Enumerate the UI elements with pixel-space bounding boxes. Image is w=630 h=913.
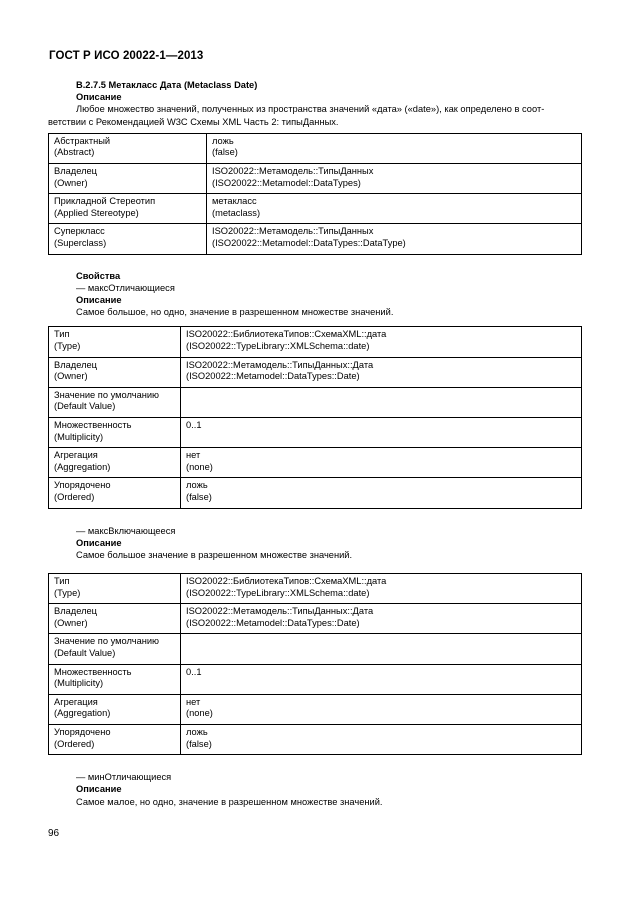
table-row	[49, 694, 582, 724]
property-value: ложь	[186, 480, 208, 491]
property-key-english: (Multiplicity)	[54, 678, 104, 689]
property-key-english: (Default Value)	[54, 648, 116, 659]
property-key: Владелец	[54, 359, 98, 370]
property-value-english: (ISO20022::TypeLibrary::XMLSchema::date)	[186, 587, 370, 598]
property-value-english: (false)	[186, 491, 212, 502]
property-key: Агрегация	[54, 696, 98, 707]
property-table-2	[48, 573, 582, 755]
property-key: Абстрактный	[54, 135, 111, 146]
property-value-english: (false)	[186, 738, 212, 749]
property-key-english: (Type)	[54, 587, 81, 598]
property-key-english: (Aggregation)	[54, 708, 111, 719]
property-value-cell	[181, 478, 582, 508]
property-key: Владелец	[54, 606, 98, 617]
property-key-cell	[49, 194, 207, 224]
table-row	[49, 448, 582, 478]
page-content	[48, 79, 582, 808]
property-value: 0..1	[186, 419, 202, 430]
property-key-cell	[49, 417, 181, 447]
property-key-cell	[49, 448, 181, 478]
property-value-english	[186, 401, 577, 413]
property-key-cell	[49, 664, 181, 694]
property-key-english: (Owner)	[54, 177, 88, 188]
property-description-1: Самое большое, но одно, значение в разрешенном множестве значений.	[76, 307, 394, 318]
property-value: ISO20022::БиблиотекаТипов::СхемаXML::дата	[186, 576, 387, 587]
property-key-english: (Default Value)	[54, 401, 116, 412]
property-key-cell	[49, 357, 181, 387]
property-value-cell	[181, 604, 582, 634]
table-row	[49, 478, 582, 508]
property-name-2: — максВключающееся	[76, 525, 176, 536]
property-key-english: (Owner)	[54, 617, 88, 628]
property-key: Суперкласс	[54, 226, 105, 237]
property-value: ISO20022::БиблиотекаТипов::СхемаXML::дата	[186, 329, 387, 340]
property-value-english: (none)	[186, 708, 213, 719]
property-key-english: (Ordered)	[54, 491, 95, 502]
property-key-english: (Ordered)	[54, 738, 95, 749]
metaclass-table	[48, 133, 582, 255]
property-value-english: (false)	[212, 147, 238, 158]
property-value-english: (ISO20022::Metamodel::DataTypes::Date)	[186, 617, 360, 628]
property-key-cell	[49, 574, 181, 604]
property-value-english	[186, 432, 577, 444]
property-value-cell	[181, 664, 582, 694]
document-header: ГОСТ Р ИСО 20022-1—2013	[49, 50, 204, 62]
property-value-english: (ISO20022::Metamodel::DataTypes)	[212, 177, 361, 188]
property-key: Владелец	[54, 166, 98, 176]
table-row	[49, 164, 582, 194]
section-title: B.2.7.5 Метакласс Дата (Metaclass Date)	[76, 80, 258, 90]
property-value-cell	[207, 224, 582, 254]
property-key: Прикладной Стереотип	[54, 196, 156, 207]
table-row	[49, 604, 582, 634]
property-value: метакласс	[212, 196, 257, 207]
property-description-2: Самое большое значение в разрешенном множестве значений.	[76, 549, 353, 560]
property-value-cell	[181, 387, 582, 417]
property-value-cell	[181, 574, 582, 604]
property-key: Упорядочено	[54, 480, 111, 491]
property-description-label-2: Описание	[76, 537, 122, 548]
table-row	[49, 574, 582, 604]
table-row	[49, 417, 582, 447]
property-description-label-1: Описание	[76, 294, 122, 305]
property-key: Упорядочено	[54, 727, 111, 738]
property-key-cell	[49, 133, 207, 163]
property-value-cell	[207, 133, 582, 163]
property-description-label-3: Описание	[76, 784, 122, 795]
property-key-cell	[49, 604, 181, 634]
property-value: ложь	[212, 135, 234, 146]
property-value: 0..1	[186, 666, 202, 677]
property-value: нет	[186, 450, 201, 461]
property-value-cell	[181, 725, 582, 755]
property-key-cell	[49, 725, 181, 755]
property-value: ISO20022::Метамодель::ТипыДанных::Дата	[186, 359, 374, 370]
description-label: Описание	[76, 92, 122, 103]
property-value-cell	[207, 194, 582, 224]
property-key-cell	[49, 164, 207, 194]
property-key-cell	[49, 224, 207, 254]
property-key-english: (Type)	[54, 340, 81, 351]
property-key: Значение по умолчанию	[54, 636, 160, 647]
table-row	[49, 725, 582, 755]
property-key-cell	[49, 387, 181, 417]
table-row	[49, 634, 582, 664]
property-name-3: — минОтличающиеся	[76, 772, 172, 783]
property-key: Значение по умолчанию	[54, 389, 160, 400]
property-value-cell	[181, 448, 582, 478]
property-value-english: (metaclass)	[212, 207, 261, 218]
table-row	[49, 327, 582, 357]
property-value-cell	[207, 164, 582, 194]
property-value-english	[186, 678, 577, 690]
table-row	[49, 664, 582, 694]
table-row	[49, 194, 582, 224]
property-value-cell	[181, 327, 582, 357]
property-value: ISO20022::Метамодель::ТипыДанных	[212, 226, 374, 237]
table-row	[49, 133, 582, 163]
property-value-cell	[181, 694, 582, 724]
property-name-1: — максОтличающиеся	[76, 282, 175, 293]
property-key-english: (Aggregation)	[54, 461, 111, 472]
description-line-2: ветствии с Рекомендацией W3C Схемы XML Часть 2: типыДанных.	[48, 116, 339, 127]
property-value: ложь	[186, 727, 208, 738]
property-key-cell	[49, 694, 181, 724]
property-value	[186, 390, 577, 402]
property-value-english: (ISO20022::Metamodel::DataTypes::DataType)	[212, 237, 406, 248]
property-table-1	[48, 326, 582, 508]
property-value: нет	[186, 696, 201, 707]
page-number: 96	[48, 828, 60, 839]
property-key-english: (Applied Stereotype)	[54, 207, 139, 218]
property-key: Тип	[54, 329, 70, 340]
properties-label: Свойства	[76, 270, 121, 281]
property-key-cell	[49, 634, 181, 664]
property-key-english: (Multiplicity)	[54, 431, 104, 442]
property-value: ISO20022::Метамодель::ТипыДанных	[212, 166, 374, 176]
property-key: Агрегация	[54, 450, 98, 461]
property-value-english: (ISO20022::TypeLibrary::XMLSchema::date)	[186, 340, 370, 351]
property-value-english: (none)	[186, 461, 213, 472]
table-row	[49, 224, 582, 254]
property-key-english: (Abstract)	[54, 147, 95, 158]
property-value-english: (ISO20022::Metamodel::DataTypes::Date)	[186, 371, 360, 382]
property-value-english	[186, 648, 577, 660]
property-value-cell	[181, 634, 582, 664]
property-description-3: Самое малое, но одно, значение в разрешенном множестве значений.	[76, 796, 383, 807]
property-value-cell	[181, 357, 582, 387]
description-line-1: Любое множество значений, полученных из пространства значений «дата» («date»), как определено в соот-	[76, 104, 545, 115]
property-key-english: (Superclass)	[54, 237, 107, 248]
table-row	[49, 387, 582, 417]
property-key: Тип	[54, 576, 70, 587]
property-key: Множественность	[54, 419, 132, 430]
table-row	[49, 357, 582, 387]
property-key: Множественность	[54, 666, 132, 677]
property-value-cell	[181, 417, 582, 447]
property-key-cell	[49, 327, 181, 357]
property-key-cell	[49, 478, 181, 508]
property-value: ISO20022::Метамодель::ТипыДанных::Дата	[186, 606, 374, 617]
property-key-english: (Owner)	[54, 371, 88, 382]
property-value	[186, 636, 577, 648]
